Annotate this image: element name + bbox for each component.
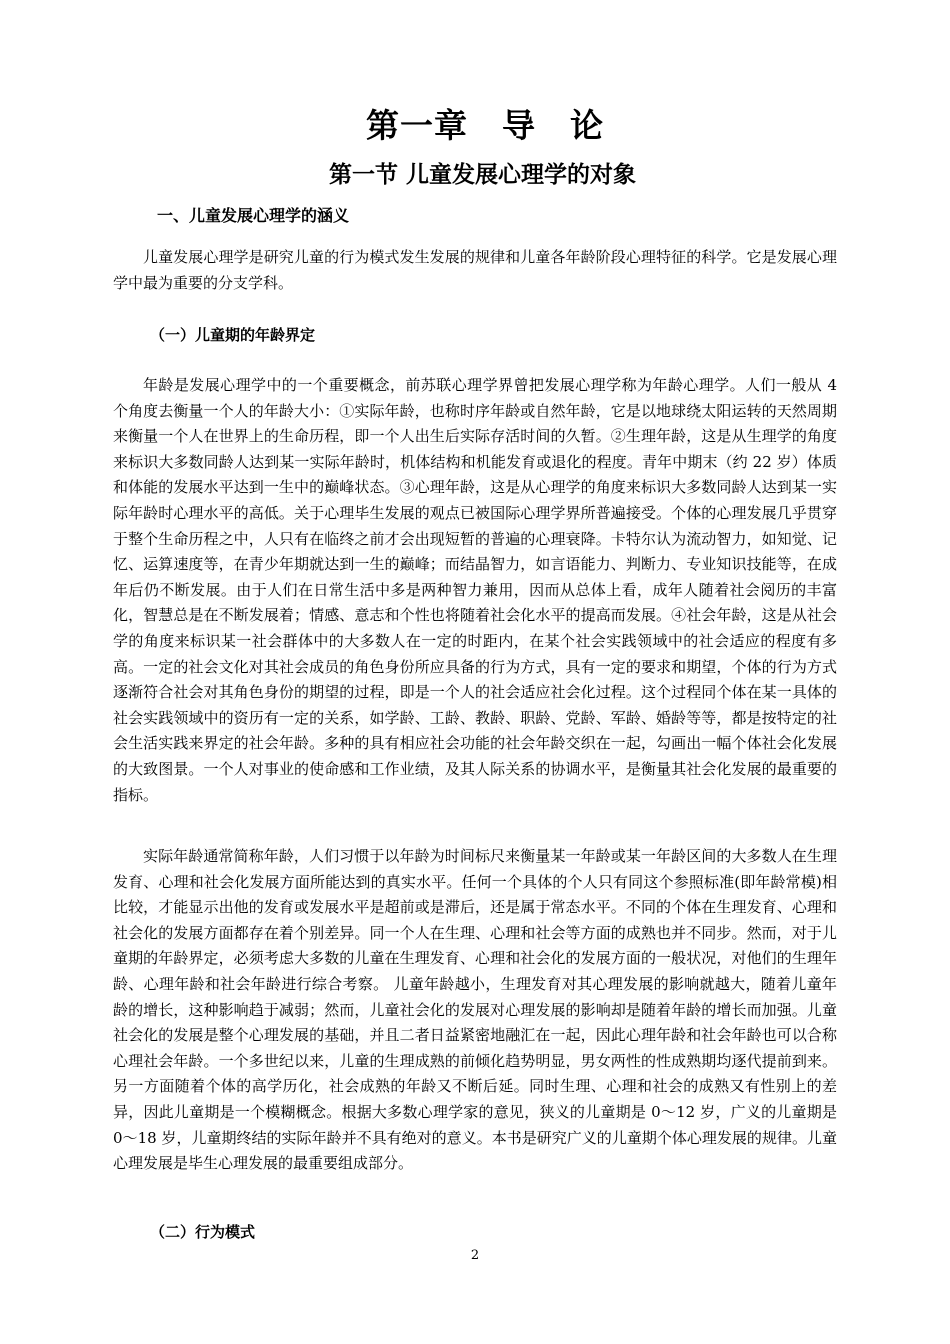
subheading-age-definition: （一）儿童期的年龄界定 bbox=[150, 326, 316, 344]
paragraph-definition: 儿童发展心理学是研究儿童的行为模式发生发展的规律和儿童各年龄阶段心理特征的科学。它是发展心理学中最为重要的分支学科。 bbox=[113, 248, 837, 292]
heading-meaning: 一、儿童发展心理学的涵义 bbox=[157, 206, 350, 225]
page-number: 2 bbox=[470, 1248, 480, 1263]
paragraph-actual-age: 实际年龄通常简称年龄，人们习惯于以年龄为时间标尺来衡量某一年龄或某一年龄区间的大多数人在生理发育、心理和社会化发展方面所能达到的真实水平。任何一个具体的个人只有同这个参照标准(即年龄常模)相比较，才能显示出他的发育或发展水平是超前或是滞后，还是属于常态水平。不同的个体在生理发育、心理和社会化的发展方面都存在着个别差异。同一个人在生理、心理和社会等方面的成熟也并不同步。然而，对于儿童期的年龄界定，必须考虑大多数的儿童在生理发育、心理和社会化的发展方面的一般状况，对他们的生理年龄、心理年龄和社会年龄进行综合考察。 儿童年龄越小，生理发育对其心理发展的影响就越大，随着儿童年龄的增长，这种影响趋于减弱；然而，儿童社会化的发展对心理发展的影响却是随着年龄的增长而加强。儿童社会化的发展是整个心理发展的基础，并且二者日益紧密地融汇在一起，因此心理年龄和社会年龄也可以合称心理社会年龄。一个多世纪以来，儿童的生理成熟的前倾化趋势明显，男女两性的性成熟期均逐代提前到来。另一方面随着个体的高学历化，社会成熟的年龄又不断后延。同时生理、心理和社会的成熟又有性别上的差异，因此儿童期是一个模糊概念。根据大多数心理学家的意见，狭义的儿童期是 0～12 岁，广义的儿童期是 0～18 岁，儿童期终结的实际年龄并不具有绝对的意义。本书是研究广义的儿童期个体心理发展的规律。儿童心理发展是毕生心理发展的最重要组成部分。 bbox=[113, 847, 837, 1173]
chapter-title: 第一章 导 论 bbox=[366, 106, 604, 145]
section-title: 第一节 儿童发展心理学的对象 bbox=[328, 162, 636, 188]
paragraph-age-concepts: 年龄是发展心理学中的一个重要概念，前苏联心理学界曾把发展心理学称为年龄心理学。人们一般从 4 个角度去衡量一个人的年龄大小：①实际年龄，也称时序年龄或自然年龄，它是以地球绕太阳运转的天然周期来衡量一个人在世界上的生命历程，即一个人出生后实际存活时间的久暂。②生理年龄，这是从生理学的角度来标识大多数同龄人达到某一实际年龄时，机体结构和机能发育或退化的程度。青年中期末（约 22 岁）体质和体能的发展水平达到一生中的巅峰状态。③心理年龄，这是从心理学的角度来标识大多数同龄人达到某一实际年龄时心理水平的高低。关于心理毕生发展的观点已被国际心理学界所普遍接受。个体的心理发展几乎贯穿于整个生命历程之中，人只有在临终之前才会出现短暂的普遍的心理衰降。卡特尔认为流动智力，如知觉、记忆、运算速度等，在青少年期就达到一生的巅峰；而结晶智力，如言语能力、判断力、专业知识技能等，在成年后仍不断发展。由于人们在日常生活中多是两种智力兼用，因而从总体上看，成年人随着社会阅历的丰富化，智慧总是在不断发展着；情感、意志和个性也将随着社会化水平的提高而发展。④社会年龄，这是从社会学的角度来标识某一社会群体中的大多数人在一定的时距内，在某个社会实践领域中的社会适应的程度有多高。一定的社会文化对其社会成员的角色身份所应具备的行为方式，具有一定的要求和期望，个体的行为方式逐渐符合社会对其角色身份的期望的过程，即是一个人的社会适应社会化过程。这个过程同个体在某一具体的社会实践领域中的资历有一定的关系，如学龄、工龄、教龄、职龄、党龄、军龄、婚龄等等，都是按特定的社会生活实践来界定的社会年龄。多种的具有相应社会功能的社会年龄交织在一起，勾画出一幅个体社会化发展的大致图景。一个人对事业的使命感和工作业绩，及其人际关系的协调水平，是衡量其社会化发展的最重要的指标。 bbox=[113, 376, 837, 804]
subheading-behavior-pattern: （二）行为模式 bbox=[150, 1223, 256, 1241]
